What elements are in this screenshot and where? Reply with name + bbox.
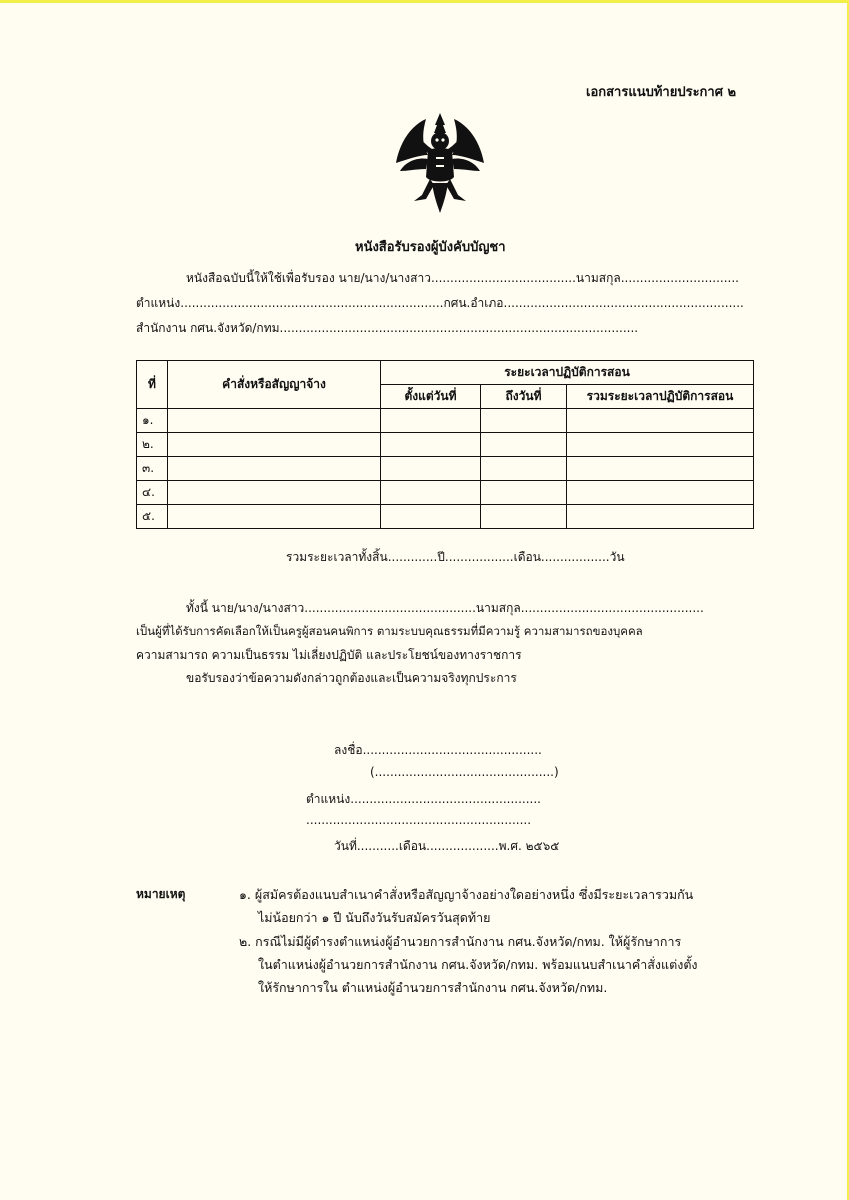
date-label: วันที่ bbox=[334, 839, 357, 853]
order-cell[interactable] bbox=[168, 433, 381, 457]
from-cell[interactable] bbox=[381, 505, 481, 529]
certify-surname-label: นามสกุล bbox=[475, 601, 521, 615]
date-line bbox=[334, 837, 559, 856]
signature-field[interactable]: ............................................... bbox=[362, 743, 542, 757]
row-number: ๓. bbox=[137, 457, 168, 481]
notes-label: หมายเหตุ bbox=[136, 887, 186, 901]
signer-name-field[interactable]: (...............................................) bbox=[370, 765, 559, 779]
row-number: ๒. bbox=[137, 433, 168, 457]
certify-line-3: ความสามารถ ความเป็นธรรม ไม่เลี่ยงปฏิบัติ และประโยชน์ของทางราชการ bbox=[136, 648, 522, 662]
date-day-field[interactable]: ........... bbox=[356, 839, 399, 853]
order-cell[interactable] bbox=[168, 409, 381, 433]
intro-line-3 bbox=[136, 319, 638, 338]
table-row bbox=[137, 481, 754, 505]
district-office-field[interactable]: ............................................................... bbox=[503, 296, 744, 310]
total-days-field[interactable]: .................. bbox=[540, 550, 610, 564]
position-field[interactable]: ..................................................................... bbox=[180, 296, 444, 310]
signer-position-line bbox=[306, 790, 541, 809]
teaching-period-table bbox=[136, 360, 754, 529]
table-row bbox=[137, 433, 754, 457]
from-cell[interactable] bbox=[381, 409, 481, 433]
to-cell[interactable] bbox=[481, 481, 567, 505]
certify-name-field[interactable]: ............................................. bbox=[304, 601, 476, 615]
col-header-period: ระยะเวลาปฏิบัติการสอน bbox=[381, 361, 754, 385]
signature-line bbox=[334, 741, 542, 760]
surname-label: นามสกุล bbox=[575, 271, 621, 285]
row-number: ๑. bbox=[137, 409, 168, 433]
months-label: เดือน bbox=[513, 550, 541, 564]
province-office-field[interactable]: .............................................................................................. bbox=[279, 321, 639, 335]
days-label: วัน bbox=[609, 550, 625, 564]
document-title: หนังสือรับรองผู้บังคับบัญชา bbox=[355, 240, 506, 255]
from-cell[interactable] bbox=[381, 457, 481, 481]
col-header-total: รวมระยะเวลาปฏิบัติการสอน bbox=[567, 385, 754, 409]
position-label: ตำแหน่ง bbox=[136, 296, 181, 310]
certify-prefix: ทั้งนี้ นาย/นาง/นางสาว bbox=[186, 601, 305, 615]
table-row bbox=[137, 457, 754, 481]
surname-field[interactable]: ............................... bbox=[620, 271, 739, 285]
certify-line-4: ขอรับรองว่าข้อความดังกล่าวถูกต้องและเป็นความจริงทุกประการ bbox=[186, 671, 517, 685]
total-period-line bbox=[286, 548, 625, 567]
sign-label: ลงชื่อ bbox=[334, 743, 363, 757]
to-cell[interactable] bbox=[481, 409, 567, 433]
intro-line-1-prefix: หนังสือฉบับนี้ให้ใช้เพื่อรับรอง นาย/นาง/นางสาว bbox=[186, 271, 431, 285]
order-cell[interactable] bbox=[168, 481, 381, 505]
date-month-label: เดือน bbox=[398, 839, 427, 853]
table-row bbox=[137, 505, 754, 529]
col-header-no: ที่ bbox=[137, 361, 168, 409]
certify-surname-field[interactable]: ................................................ bbox=[520, 601, 704, 615]
col-header-order: คำสั่งหรือสัญญาจ้าง bbox=[168, 361, 381, 409]
col-header-from: ตั้งแต่วันที่ bbox=[381, 385, 481, 409]
date-year: พ.ศ. ๒๕๖๕ bbox=[498, 839, 560, 853]
province-office-label: สำนักงาน กศน.จังหวัด/กทม bbox=[136, 321, 280, 335]
to-cell[interactable] bbox=[481, 505, 567, 529]
intro-line-1 bbox=[186, 269, 739, 288]
to-cell[interactable] bbox=[481, 433, 567, 457]
name-field[interactable]: ...................................... bbox=[430, 271, 576, 285]
from-cell[interactable] bbox=[381, 481, 481, 505]
total-years-field[interactable]: ............. bbox=[387, 550, 438, 564]
total-cell[interactable] bbox=[567, 457, 754, 481]
from-cell[interactable] bbox=[381, 433, 481, 457]
garuda-emblem-icon bbox=[392, 111, 488, 215]
total-cell[interactable] bbox=[567, 433, 754, 457]
signer-position-label: ตำแหน่ง bbox=[306, 792, 351, 806]
order-cell[interactable] bbox=[168, 505, 381, 529]
table-row bbox=[137, 409, 754, 433]
total-cell[interactable] bbox=[567, 505, 754, 529]
intro-line-2 bbox=[136, 294, 744, 313]
certify-line-2: เป็นผู้ที่ได้รับการคัดเลือกให้เป็นครูผู้สอนคนพิการ ตามระบบคุณธรรมที่มีความรู้ ความสามารถของบุคคล bbox=[136, 624, 643, 638]
col-header-to: ถึงวันที่ bbox=[481, 385, 567, 409]
note-1-line-1: ๑. ผู้สมัครต้องแนบสำเนาคำสั่งหรือสัญญาจ้างอย่างใดอย่างหนึ่ง ซึ่งมีระยะเวลารวมกัน bbox=[239, 887, 694, 902]
date-month-field[interactable]: ................... bbox=[426, 839, 499, 853]
row-number: ๔. bbox=[137, 481, 168, 505]
note-2-line-3: ให้รักษาการใน ตำแหน่งผู้อำนวยการสำนักงาน กศน.จังหวัด/กทม. bbox=[258, 980, 608, 995]
note-1-line-2: ไม่น้อยกว่า ๑ ปี นับถึงวันรับสมัครวันสุดท้าย bbox=[258, 910, 491, 925]
total-cell[interactable] bbox=[567, 481, 754, 505]
total-months-field[interactable]: .................. bbox=[444, 550, 514, 564]
total-label: รวมระยะเวลาทั้งสิ้น bbox=[286, 550, 388, 564]
signer-position-field-2[interactable]: ........................................................... bbox=[306, 813, 532, 827]
years-label: ปี bbox=[437, 550, 445, 564]
signer-position-field[interactable]: .................................................. bbox=[350, 792, 541, 806]
note-2-line-1: ๒. กรณีไม่มีผู้ดำรงตำแหน่งผู้อำนวยการสำนักงาน กศน.จังหวัด/กทม. ให้ผู้รักษาการ bbox=[239, 934, 682, 949]
district-office-label: กศน.อำเภอ bbox=[443, 296, 504, 310]
attachment-label: เอกสารแนบท้ายประกาศ ๒ bbox=[586, 85, 737, 100]
row-number: ๕. bbox=[137, 505, 168, 529]
note-2-line-2: ในตำแหน่งผู้อำนวยการสำนักงาน กศน.จังหวัด/กทม. พร้อมแนบสำเนาคำสั่งแต่งตั้ง bbox=[258, 957, 698, 972]
total-cell[interactable] bbox=[567, 409, 754, 433]
to-cell[interactable] bbox=[481, 457, 567, 481]
order-cell[interactable] bbox=[168, 457, 381, 481]
certify-line-1 bbox=[186, 599, 704, 618]
